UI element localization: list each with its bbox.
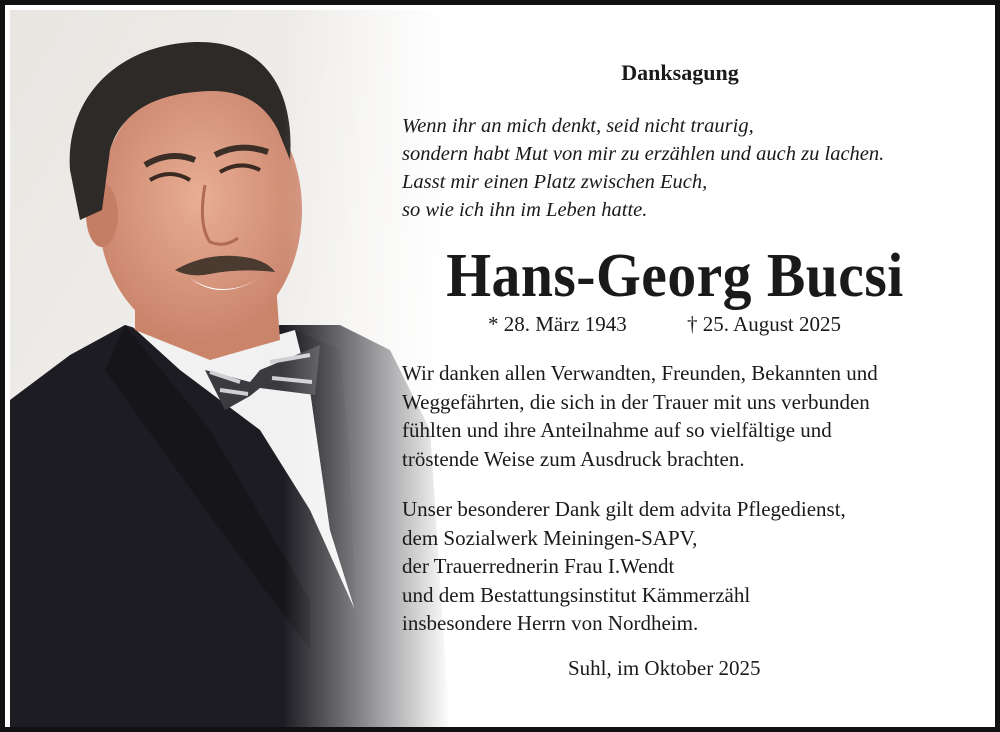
deceased-name: Hans-Georg Bucsi <box>446 242 904 310</box>
paragraph-line: Weggefährten, die sich in der Trauer mit uns verbunden <box>402 389 870 414</box>
paragraph-line: Wir danken allen Verwandten, Freunden, Bekannten und <box>402 361 878 385</box>
birth-date: * 28. März 1943 <box>488 312 627 336</box>
paragraph-line: fühlten und ihre Anteilnahme auf so vielfältige und <box>402 418 832 442</box>
poem-line: so wie ich ihn im Leben hatte. <box>402 199 648 221</box>
special-thanks-paragraph <box>402 495 846 638</box>
poem <box>402 112 884 224</box>
paragraph-line: dem Sozialwerk Meiningen-SAPV, <box>402 525 698 550</box>
paragraph-line: Unser besonderer Dank gilt dem advita Pflegedienst, <box>402 497 846 521</box>
paragraph-line: insbesondere Herrn von Nordheim. <box>402 611 699 635</box>
poem-line: Wenn ihr an mich denkt, seid nicht traurig, <box>402 115 754 137</box>
poem-line: sondern habt Mut von mir zu erzählen und auch zu lachen. <box>402 143 885 165</box>
thanks-paragraph <box>402 359 878 473</box>
paragraph-line: und dem Bestattungsinstitut Kämmerzähl <box>402 582 751 607</box>
place-date: Suhl, im Oktober 2025 <box>568 656 761 680</box>
paragraph-line: tröstende Weise zum Ausdruck brachten. <box>402 446 745 471</box>
heading: Danksagung <box>621 60 739 85</box>
paragraph-line: der Trauerrednerin Frau I.Wendt <box>402 554 675 578</box>
portrait-photo <box>10 10 450 732</box>
death-date: † 25. August 2025 <box>687 312 842 336</box>
poem-line: Lasst mir einen Platz zwischen Euch, <box>402 171 708 193</box>
